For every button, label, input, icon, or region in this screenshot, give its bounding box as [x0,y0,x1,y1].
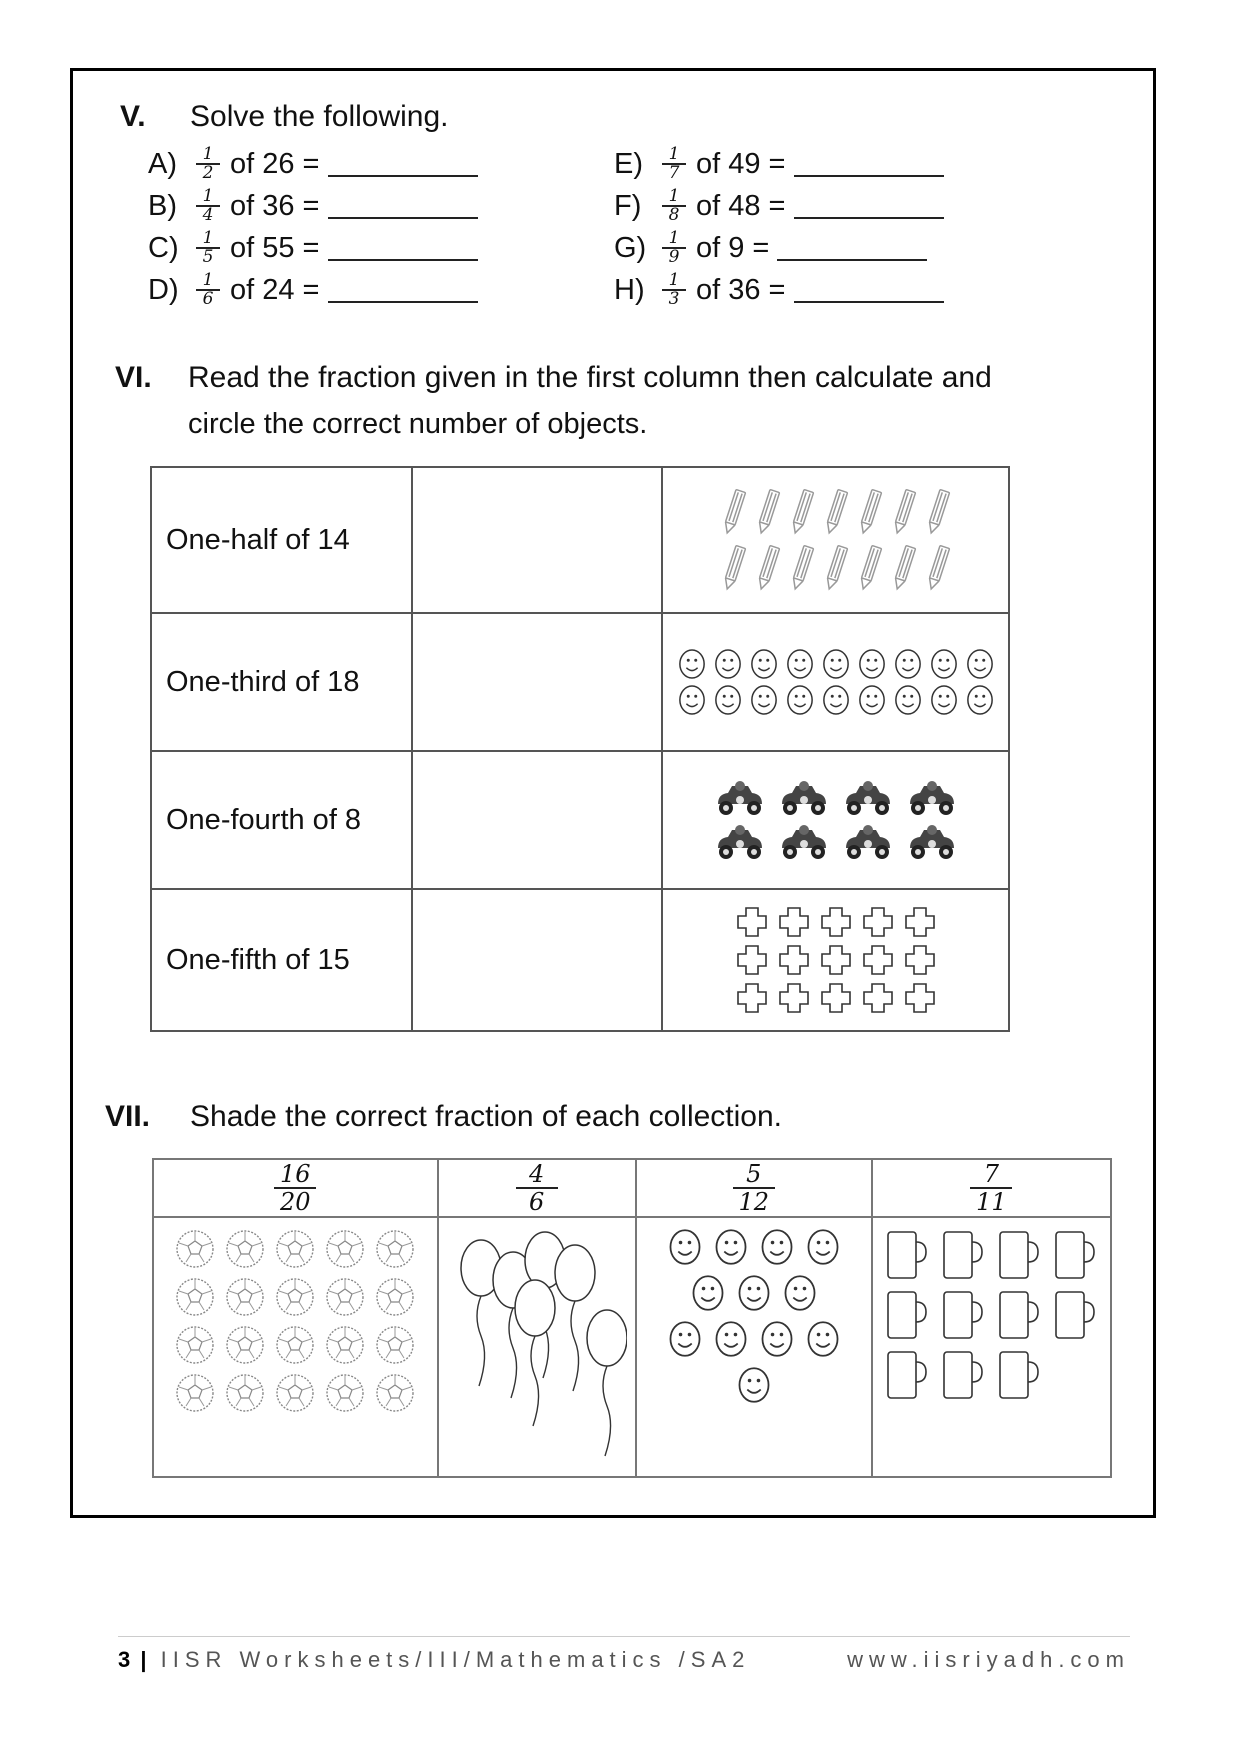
question-h [614,268,944,312]
pencil-icon[interactable] [857,542,883,594]
mug-icon[interactable] [884,1228,930,1282]
pencil-icon[interactable] [891,486,917,538]
football-icon[interactable] [225,1228,265,1270]
smiley-icon[interactable] [737,1274,771,1312]
objects-cell[interactable] [662,467,1009,613]
collection-fraction [636,1159,872,1217]
footer-course: IISR Worksheets/III/Mathematics /SA2 [160,1647,751,1672]
cross-icon[interactable] [903,943,937,977]
fraction-prompt: One-fifth of 15 [151,889,412,1031]
smiley-icon[interactable] [714,1228,748,1266]
collection-cell[interactable] [636,1217,872,1477]
fraction: $\frac{1}{8}$ [662,188,686,224]
table-row [151,467,1009,613]
car-icon[interactable] [840,822,896,862]
cross-icon[interactable] [861,905,895,939]
table-row [151,751,1009,889]
football-icon[interactable] [225,1324,265,1366]
smiley-icon[interactable] [822,648,850,680]
question-b [148,184,478,228]
cross-icon[interactable] [777,943,811,977]
car-icon[interactable] [712,822,768,862]
denominator: 11 [976,1188,1007,1216]
footer-left [118,1647,750,1673]
smiley-icon[interactable] [930,648,958,680]
smiley-icon[interactable] [822,684,850,716]
numerator: 5 [746,1160,762,1188]
mug-icon[interactable] [884,1348,930,1402]
section-vii-heading: VII. Shade the correct fraction of each collection. [105,1100,783,1133]
fraction: $\frac{1}{9}$ [662,230,686,266]
pencil-icon[interactable] [925,542,951,594]
collection-cell[interactable] [438,1217,636,1477]
page-footer [118,1636,1130,1673]
car-icon[interactable] [776,778,832,818]
table-row [151,889,1009,1031]
footer-website[interactable]: www.iisriyadh.com [847,1647,1130,1672]
question-text: of 55 = [230,231,320,264]
question-a [148,142,478,186]
cross-icon[interactable] [777,905,811,939]
balloon-icon[interactable] [461,1240,501,1386]
question-text: of 36 = [230,189,320,222]
football-icon[interactable] [175,1228,215,1270]
smiley-icon[interactable] [668,1320,702,1358]
question-e [614,142,944,186]
smiley-icon[interactable] [668,1228,702,1266]
cross-icon[interactable] [735,981,769,1015]
pencil-icon[interactable] [789,542,815,594]
objects-cell[interactable] [662,613,1009,751]
smiley-icon[interactable] [678,648,706,680]
balloon-group[interactable] [447,1228,627,1468]
answer-blank[interactable] [328,193,478,219]
section-vi-line1: Read the fraction given in the first column then calculate and [188,361,992,394]
denominator: 20 [280,1188,311,1216]
question-label: D) [148,273,179,306]
question-text: of 48 = [696,189,786,222]
football-icon[interactable] [175,1276,215,1318]
mug-icon[interactable] [940,1228,986,1282]
question-label: G) [614,231,647,264]
pencil-icon[interactable] [925,486,951,538]
football-icon[interactable] [375,1276,415,1318]
mug-icon[interactable] [996,1288,1042,1342]
balloon-icon[interactable] [555,1245,595,1391]
fraction-prompt: One-half of 14 [151,467,412,613]
pencil-icon[interactable] [789,486,815,538]
question-label: F) [614,189,642,222]
answer-blank[interactable] [328,235,478,261]
mug-icon[interactable] [996,1348,1042,1402]
fraction-prompt: One-third of 18 [151,613,412,751]
football-icon[interactable] [325,1228,365,1270]
football-icon[interactable] [325,1276,365,1318]
answer-blank[interactable] [328,151,478,177]
answer-blank[interactable] [328,277,478,303]
football-icon[interactable] [375,1228,415,1270]
answer-cell[interactable] [412,467,662,613]
fraction: $\frac{1}{5}$ [196,230,220,266]
denominator: 6 [529,1188,545,1216]
question-label: H) [614,273,645,306]
mug-icon[interactable] [884,1288,930,1342]
fraction: $\frac{1}{3}$ [662,272,686,308]
pencil-icon[interactable] [755,486,781,538]
numerator: 7 [983,1160,1000,1188]
cross-icon[interactable] [861,943,895,977]
mug-icon[interactable] [940,1348,986,1402]
smiley-icon[interactable] [894,684,922,716]
car-icon[interactable] [904,778,960,818]
football-icon[interactable] [225,1372,265,1414]
smiley-icon[interactable] [858,648,886,680]
smiley-icon[interactable] [750,684,778,716]
cross-icon[interactable] [777,981,811,1015]
smiley-icon[interactable] [750,648,778,680]
question-text: of 49 = [696,147,786,180]
collection-cell[interactable] [872,1217,1111,1477]
section-vi-heading: VI. Read the fraction given in the first column then calculate and [115,361,992,394]
football-icon[interactable] [325,1324,365,1366]
question-c [148,226,478,270]
pencil-icon[interactable] [891,542,917,594]
fraction: $\frac{1}{7}$ [662,146,686,182]
fraction: $\frac{1}{4}$ [196,188,220,224]
numerator: 16 [280,1160,311,1188]
objects-cell[interactable] [662,889,1009,1031]
smiley-icon[interactable] [714,648,742,680]
smiley-icon[interactable] [786,648,814,680]
football-icon[interactable] [325,1372,365,1414]
denominator: 12 [738,1188,770,1216]
collection-fraction [872,1159,1111,1217]
smiley-icon[interactable] [894,648,922,680]
smiley-icon[interactable] [714,1320,748,1358]
section-vii-table [152,1158,1112,1478]
football-icon[interactable] [275,1324,315,1366]
pencil-icon[interactable] [823,486,849,538]
smiley-icon[interactable] [760,1228,794,1266]
question-text: of 26 = [230,147,320,180]
answer-blank[interactable] [794,277,944,303]
smiley-icon[interactable] [966,684,994,716]
collection-cell[interactable] [153,1217,438,1477]
football-icon[interactable] [375,1324,415,1366]
section-v-heading: V. Solve the following. [120,100,449,133]
fraction: $\frac{1}{2}$ [196,146,220,182]
cross-icon[interactable] [861,981,895,1015]
cross-icon[interactable] [819,981,853,1015]
answer-blank[interactable] [794,193,944,219]
smiley-icon[interactable] [783,1274,817,1312]
section-vi-table [150,466,1010,1032]
pencil-icon[interactable] [857,486,883,538]
mug-icon[interactable] [996,1228,1042,1282]
smiley-icon[interactable] [806,1228,840,1266]
smiley-icon[interactable] [678,684,706,716]
smiley-icon[interactable] [760,1320,794,1358]
football-icon[interactable] [375,1372,415,1414]
football-icon[interactable] [175,1372,215,1414]
question-g [614,226,927,270]
football-icon[interactable] [175,1324,215,1366]
smiley-icon[interactable] [930,684,958,716]
car-icon[interactable] [712,778,768,818]
mug-icon[interactable] [940,1288,986,1342]
question-text: of 9 = [696,231,770,264]
page-number: 3 | [118,1647,149,1672]
smiley-icon[interactable] [858,684,886,716]
objects-cell[interactable] [662,751,1009,889]
football-icon[interactable] [225,1276,265,1318]
collection-fraction [153,1159,438,1217]
pencil-icon[interactable] [721,542,747,594]
football-icon[interactable] [275,1372,315,1414]
mug-icon[interactable] [1052,1228,1098,1282]
answer-cell[interactable] [412,613,662,751]
cross-icon[interactable] [903,905,937,939]
car-icon[interactable] [840,778,896,818]
section-vii-title: Shade the correct fraction of each collection. [190,1100,783,1133]
question-label: A) [148,147,177,180]
answer-blank[interactable] [777,235,927,261]
cross-icon[interactable] [819,943,853,977]
table-row [151,613,1009,751]
question-label: C) [148,231,179,264]
car-icon[interactable] [776,822,832,862]
answer-cell[interactable] [412,889,662,1031]
collection-fraction [438,1159,636,1217]
section-v-title: Solve the following. [190,100,449,133]
mug-icon[interactable] [1052,1288,1098,1342]
smiley-icon[interactable] [737,1366,771,1404]
question-text: of 24 = [230,273,320,306]
pencil-icon[interactable] [721,486,747,538]
cross-icon[interactable] [735,943,769,977]
balloon-icon[interactable] [587,1310,627,1456]
cross-icon[interactable] [735,905,769,939]
question-label: B) [148,189,177,222]
smiley-icon[interactable] [806,1320,840,1358]
section-vi-line2: circle the correct number of objects. [188,408,648,440]
pencil-icon[interactable] [755,542,781,594]
cross-icon[interactable] [903,981,937,1015]
question-text: of 36 = [696,273,786,306]
answer-cell[interactable] [412,751,662,889]
smiley-icon[interactable] [691,1274,725,1312]
question-f [614,184,944,228]
smiley-icon[interactable] [966,648,994,680]
smiley-icon[interactable] [714,684,742,716]
pencil-icon[interactable] [823,542,849,594]
answer-blank[interactable] [794,151,944,177]
football-icon[interactable] [275,1276,315,1318]
smiley-icon[interactable] [786,684,814,716]
question-d [148,268,478,312]
fraction-prompt: One-fourth of 8 [151,751,412,889]
cross-icon[interactable] [819,905,853,939]
fraction: $\frac{1}{6}$ [196,272,220,308]
question-label: E) [614,147,643,180]
car-icon[interactable] [904,822,960,862]
football-icon[interactable] [275,1228,315,1270]
numerator: 4 [529,1160,545,1188]
